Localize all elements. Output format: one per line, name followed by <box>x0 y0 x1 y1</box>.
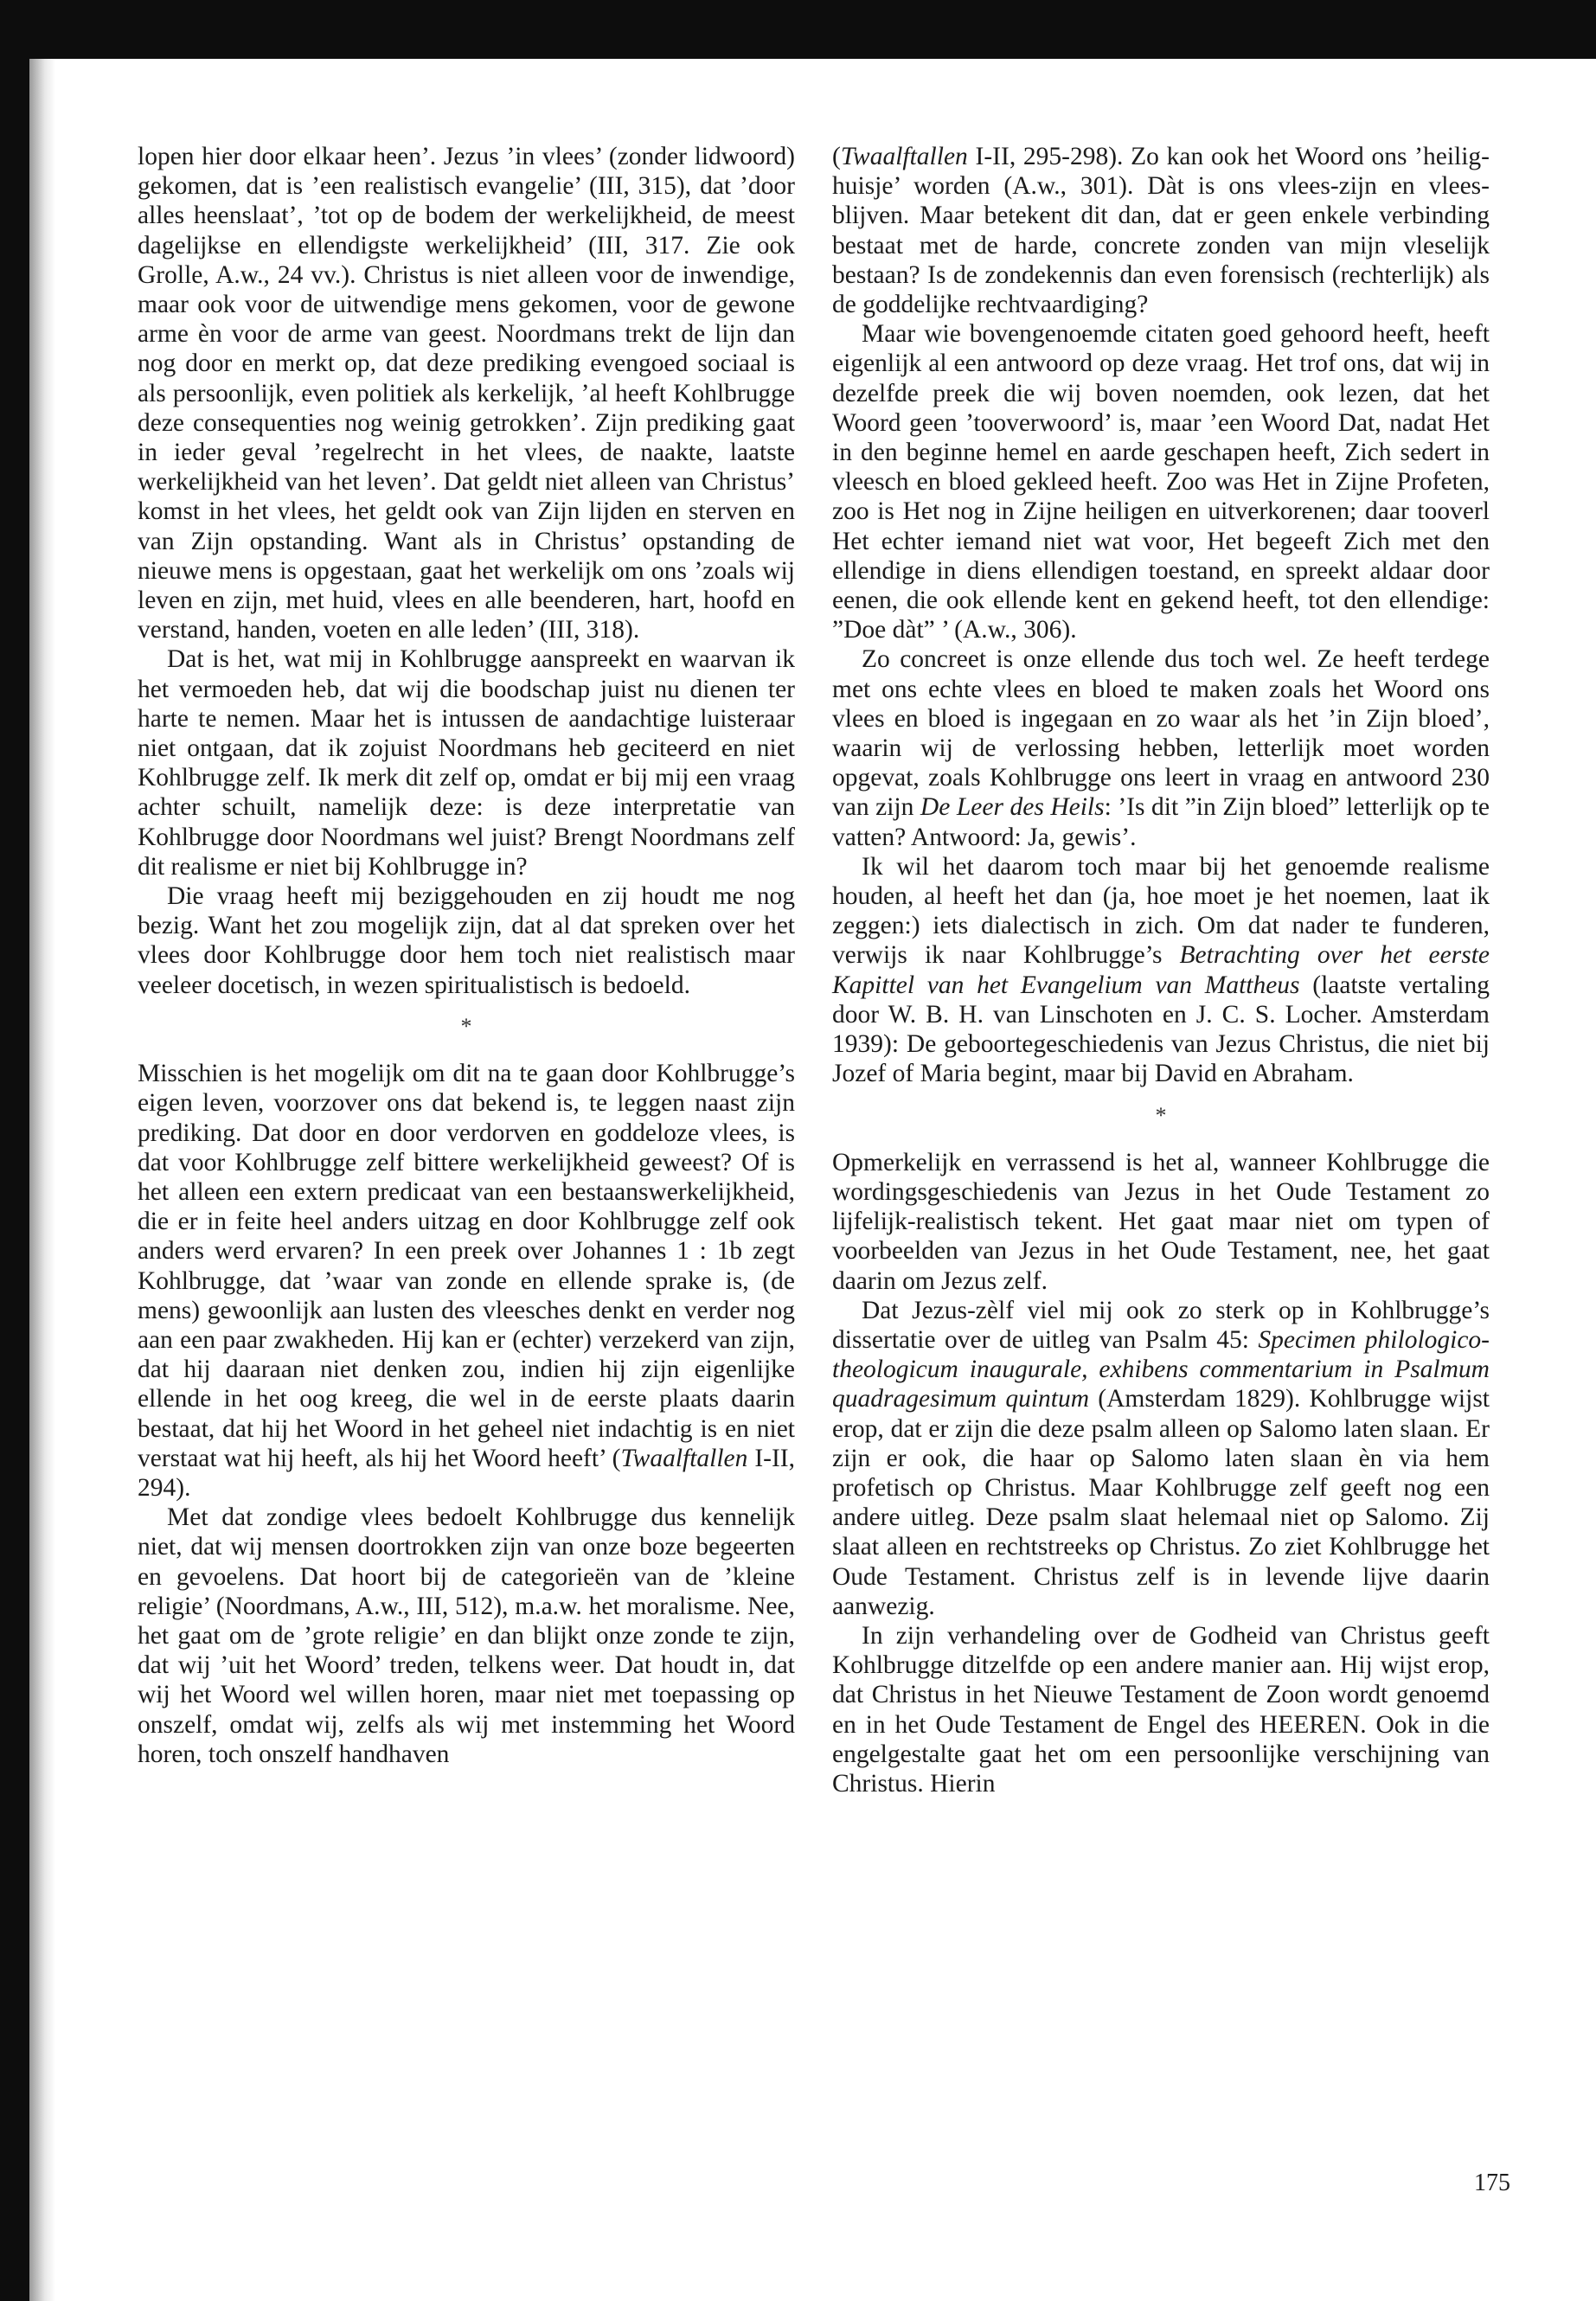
paragraph: In zijn verhandeling over de Godheid van Christus geeft Kohlbrugge ditzelfde op een andere manier aan. Hij wijst erop, dat Christus in het Nieuwe Testament de Zoon wordt genoemd en in het Oude Testament de Engel des HEEREN. Ook in die engelgestalte gaat het om een persoonlijke verschijning van Christus. Hierin <box>832 1621 1490 1798</box>
paragraph: Dat is het, wat mij in Kohlbrugge aanspreekt en waarvan ik het vermoeden heb, dat wij die boodschap juist nu dienen ter harte te nemen. Maar het is intussen de aandachtige luisteraar niet ontgaan, dat ik zojuist Noordmans heb geciteerd en niet Kohlbrugge zelf. Ik merk dit zelf op, omdat er bij mij een vraag achter schuilt, namelijk deze: is deze interpretatie van Kohlbrugge door Noordmans wel juist? Brengt Noordmans zelf dit realisme er niet bij Kohlbrugge in? <box>138 645 795 881</box>
paragraph: (Twaalftallen I-II, 295-298). Zo kan ook het Woord ons ’heilig-huisje’ worden (A.w., 301). Dàt is ons vlees-zijn en vlees-blijven. Maar betekent dit dan, dat er geen enkele verbinding bestaat met de harde, concrete zonden van mijn vleselijk bestaan? Is de zondekennis dan even forensisch (rechterlijk) als de goddelijke rechtvaardiging? <box>832 143 1490 319</box>
paragraph: Maar wie bovengenoemde citaten goed gehoord heeft, heeft eigenlijk al een antwoord op deze vraag. Het trof ons, dat wij in dezelfde preek die wij boven noemden, ook lezen, dat het Woord geen ’tooverwoord’ is, maar ’een Woord Dat, nadat Het in den beginne hemel en aarde geschapen heeft, Zich sedert in vleesch en bloed gekleed heeft. Zoo was Het in Zijne Profeten, zoo is Het nog in Zijne heiligen en uitverkorenen; daar tooverl Het echter iemand niet wat voor, Het begeeft Zich met den ellendige in diens ellendigen toestand, en spreekt aldaar door eenen, die ook ellende kent en gekend heeft, tot den ellendige: ”Doe dàt” ’ (A.w., 306). <box>832 320 1490 644</box>
section-separator: * <box>1155 1102 1167 1128</box>
scan-left-border <box>0 0 29 2301</box>
paragraph: Opmerkelijk en verrassend is het al, wanneer Kohlbrugge die wordingsgeschiedenis van Jezus in het Oude Testament zo lijfelijk-realistisch tekent. Het gaat maar niet om typen of voorbeelden van Jezus in het Oude Testament, nee, het gaat daarin om Jezus zelf. <box>832 1148 1490 1295</box>
paragraph: lopen hier door elkaar heen’. Jezus ’in vlees’ (zonder lidwoord) gekomen, dat is ’een realistisch evangelie’ (III, 315), dat ’door alles heenslaat’, ’tot op de bodem der werkelijkheid, de meest dagelijkse en ellendigste werkelijkheid’ (III, 317. Zie ook Grolle, A.w., 24 vv.). Christus is niet alleen voor de inwendige, maar ook voor de uitwendige mens gekomen, voor de gewone arme èn voor de arme van geest. Noordmans trekt de lijn dan nog door en merkt op, dat deze prediking evengoed sociaal is als persoonlijk, even politiek als kerkelijk, ’al heeft Kohlbrugge deze consequenties nog weinig getrokken’. Zijn prediking gaat in ieder geval ’regelrecht in het vlees, de naakte, laatste werkelijkheid van het leven’. Dat geldt niet alleen van Christus’ komst in het vlees, het geldt ook van Zijn lijden en sterven en van Zijn opstanding. Want als in Christus’ opstanding de nieuwe mens is opgestaan, gaat het werkelijk om ons ’zoals wij leven en zijn, met huid, vlees en alle beenderen, hart, hoofd en verstand, handen, voeten en alle leden’ (III, 318). <box>138 143 795 644</box>
paragraph: Dat Jezus-zèlf viel mij ook zo sterk op in Kohlbrugge’s dissertatie over de uitleg van Psalm 45: Specimen philologico-theologicum inaugurale, exhibens commentarium in Psalmum quadragesimum quintum (Amsterdam 1829). Kohlbrugge wijst erop, dat er zijn die deze psalm alleen op Salomo laten slaan. Er zijn er ook, die haar op Salomo laten slaan èn via hem profetisch op Christus. Maar Kohlbrugge zelf geeft nog een andere uitleg. Deze psalm slaat helemaal niet op Salomo. Zij slaat alleen en rechtstreeks op Christus. Zo ziet Kohlbrugge het Oude Testament. Christus zelf is in levende lijve daarin aanwezig. <box>832 1296 1490 1620</box>
paragraph: Met dat zondige vlees bedoelt Kohlbrugge dus kennelijk niet, dat wij mensen doortrokken zijn van onze boze begeerten en gevoelens. Dat hoort bij de categorieën van de ’kleine religie’ (Noordmans, A.w., III, 512), m.a.w. het moralisme. Nee, het gaat om de ’grote religie’ en dan blijkt onze zonde te zijn, dat wij ’uit het Woord’ treden, telkens weer. Dat houdt in, dat wij het Woord wel willen horen, maar niet met toepassing op onszelf, omdat wij, zelfs als wij met instemming het Woord horen, toch onszelf handhaven <box>138 1503 795 1768</box>
citation-title: Twaalftallen <box>620 1444 748 1472</box>
page-number: 175 <box>1474 2170 1510 2196</box>
scan-top-border <box>0 0 1596 59</box>
citation-title: Twaalftallen <box>840 143 968 170</box>
book-page <box>55 59 1596 2301</box>
paragraph: Die vraag heeft mij beziggehouden en zij houdt me nog bezig. Want het zou mogelijk zijn, dat al dat spreken over het vlees door Kohlbrugge door hem toch niet realistisch maar veeleer docetisch, in wezen spiritualistisch is bedoeld. <box>138 882 795 999</box>
section-separator: * <box>460 1013 472 1039</box>
left-column <box>138 142 795 1769</box>
book-gutter-shadow <box>29 59 55 2301</box>
right-column <box>832 142 1490 1798</box>
paragraph: Zo concreet is onze ellende dus toch wel. Ze heeft terdege met ons echte vlees en bloed te maken zoals het Woord ons vlees en bloed is ingegaan en zo waar als het ’in Zijn bloed’, waarin wij de verlossing hebben, letterlijk moet worden opgevat, zoals Kohlbrugge ons leert in vraag en antwoord 230 van zijn De Leer des Heils: ’Is dit ”in Zijn bloed” letterlijk op te vatten? Antwoord: Ja, gewis’. <box>832 645 1490 851</box>
citation-title: Specimen philologico-theologicum inaugurale, exhibens commentarium in Psalmum quadragesimum quintum <box>832 1325 1490 1413</box>
citation-title: De Leer des Heils <box>920 793 1105 822</box>
paragraph: Ik wil het daarom toch maar bij het genoemde realisme houden, al heeft het dan (ja, hoe moet je het noemen, laat ik zeggen:) iets dialectisch in zich. Om dat nader te funderen, verwijs ik naar Kohlbrugge’s Betrachting over het eerste Kapittel van het Evangelium van Mattheus (laatste vertaling door W. B. H. van Linschoten en J. C. S. Locher. Amsterdam 1939): De geboortegeschiedenis van Jezus Christus, die niet bij Jozef of Maria begint, maar bij David en Abraham. <box>832 852 1490 1088</box>
citation-title: Betrachting over het eerste Kapittel van het Evangelium van Mattheus <box>832 941 1490 999</box>
paragraph: Misschien is het mogelijk om dit na te gaan door Kohlbrugge’s eigen leven, voorzover ons dat bekend is, te leggen naast zijn prediking. Dat door en door verdorven en goddeloze vlees, is dat voor Kohlbrugge zelf bittere werkelijkheid geweest? Of is het alleen een extern predicaat van een bestaanswerkelijkheid, die er in feite heel anders uitzag en door Kohlbrugge zelf ook anders werd ervaren? In een preek over Johannes 1 : 1b zegt Kohlbrugge, dat ’waar van zonde en ellende sprake is, (de mens) gewoonlijk aan lusten des vleesches denkt en verder nog aan een paar zwakheden. Hij kan er (echter) verzekerd van zijn, dat hij daaraan niet denken zou, indien hij zijn eigenlijke ellende in het oog kreeg, die wel in de eerste plaats daarin bestaat, dat hij het Woord in het geheel niet indachtig is en niet verstaat wat hij heeft, als hij het Woord heeft’ (Twaalftallen I-II, 294). <box>138 1060 795 1502</box>
